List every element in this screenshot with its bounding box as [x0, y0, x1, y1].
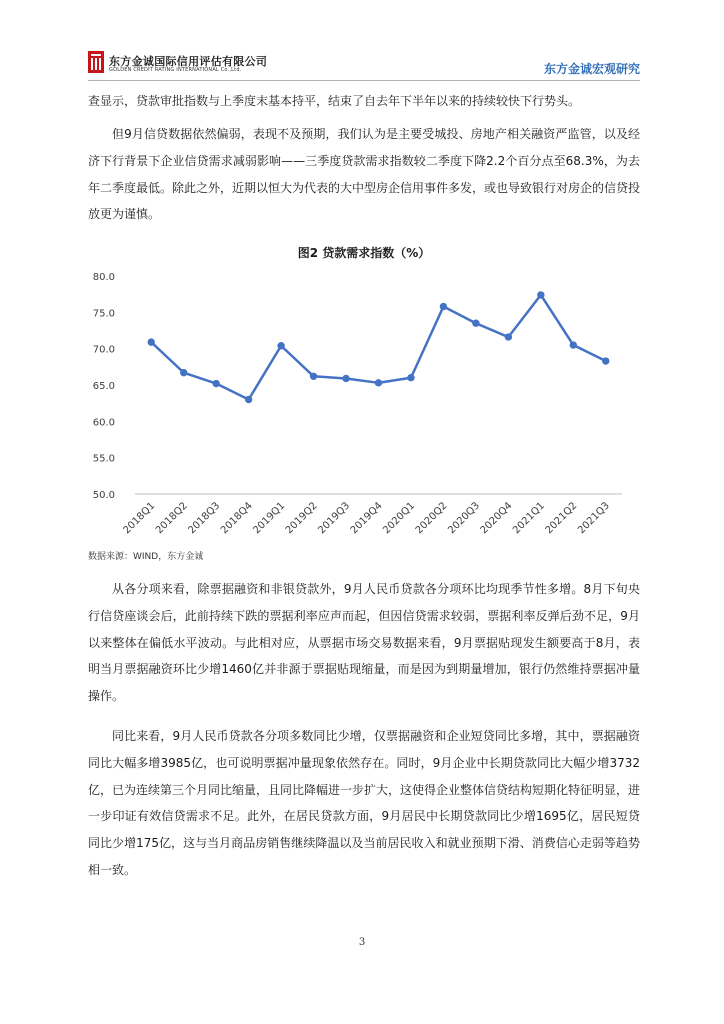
company-logo-icon: [88, 51, 104, 73]
data-point: [343, 375, 349, 381]
paragraph-1: 查显示，贷款审批指数与上季度末基本持平，结束了自去年下半年以来的持续较快下行势头。: [88, 94, 581, 108]
data-point: [148, 339, 154, 345]
x-tick-label: 2019Q4: [348, 500, 385, 537]
data-point: [213, 380, 219, 386]
data-point: [440, 303, 446, 309]
x-tick-label: 2018Q3: [186, 500, 223, 537]
header-divider: [88, 80, 640, 81]
data-point: [375, 380, 381, 386]
data-point: [310, 373, 316, 379]
data-point: [538, 292, 544, 298]
x-tick-label: 2018Q4: [218, 500, 255, 537]
y-tick-label: 60.0: [92, 417, 115, 429]
report-series-title: 东方金诚宏观研究: [543, 62, 640, 76]
y-tick-label: 50.0: [92, 490, 115, 501]
y-tick-label: 65.0: [92, 381, 115, 392]
data-point: [505, 334, 511, 340]
company-name-en: GOLDEN CREDIT RATING INTERNATIONAL Co.,Ltd.: [109, 67, 242, 73]
data-point: [181, 369, 187, 375]
x-tick-label: 2020Q2: [413, 500, 450, 537]
y-tick-label: 55.0: [92, 453, 115, 465]
paragraph-4: 同比来看，9月人民币贷款各分项多数同比少增，仅票据融资和企业短贷同比多增，其中，票据融资同比大幅多增3985亿，也可说明票据冲量现象依然存在。同时，9月企业中长期贷款同比大幅少增3732亿，已为连续第三个月同比缩量，且同比降幅进一步扩大，这使得企业整体信贷结构短期化特征明显，进一步印证有效信贷需求不足。此外，在居民贷款方面，9月居民中长期贷款同比少增1695亿，居民短贷同比少增175亿，这与当月商品房销售继续降温以及当前居民收入和就业预期下滑、消费信心走弱等趋势相一致。: [88, 729, 641, 877]
y-tick-label: 70.0: [92, 344, 115, 356]
x-tick-label: 2021Q2: [543, 500, 580, 537]
paragraph-2: 但9月信贷数据依然偏弱，表现不及预期，我们认为是主要受城投、房地产相关融资严监管，以及经济下行背景下企业信贷需求减弱影响——三季度贷款需求指数较二季度下降2.2个百分点至68.3%，为去年二季度最低。除此之外，近期以恒大为代表的大中型房企信用事件多发，或也导致银行对房企的信贷投放更为谨慎。: [88, 127, 641, 222]
data-point: [473, 320, 479, 326]
page-number: 3: [358, 937, 366, 948]
x-tick-label: 2020Q3: [446, 500, 483, 537]
page-header: [88, 50, 640, 80]
x-tick-label: 2021Q3: [576, 500, 612, 537]
x-tick-label: 2018Q1: [121, 500, 158, 537]
data-point: [278, 343, 284, 349]
x-tick-label: 2021Q1: [511, 500, 547, 537]
x-tick-label: 2019Q3: [316, 500, 353, 537]
data-point: [603, 358, 609, 364]
x-tick-label: 2020Q4: [478, 500, 515, 537]
y-tick-label: 80.0: [92, 272, 115, 283]
x-tick-label: 2018Q2: [153, 500, 190, 537]
data-point: [570, 342, 576, 348]
x-tick-label: 2020Q1: [381, 500, 418, 537]
loan-demand-chart: [88, 262, 640, 547]
x-tick-label: 2019Q2: [283, 500, 320, 537]
y-tick-label: 75.0: [92, 308, 115, 320]
company-name: 东方金诚国际信用评估有限公司: [109, 55, 268, 68]
paragraph-3: 从各分项来看，除票据融资和非银贷款外，9月人民币贷款各分项环比均现季节性多增。8月下旬央行信贷座谈会后，此前持续下跌的票据利率应声而起，但因信贷需求较弱，票据利率反弹后劲不足，9月以来整体在偏低水平波动。与此相对应，从票据市场交易数据来看，9月票据贴现发生额要高于8月，表明当月票据融资环比少增1460亿并非源于票据贴现缩量，而是因为到期量增加，银行仍然维持票据冲量操作。: [88, 582, 640, 704]
figure-title: 图2 贷款需求指数（%）: [297, 246, 431, 260]
data-point: [408, 375, 414, 381]
data-point: [245, 396, 251, 402]
figure-source: 数据来源：WIND，东方金诚: [88, 552, 204, 562]
x-tick-label: 2019Q1: [251, 500, 288, 537]
